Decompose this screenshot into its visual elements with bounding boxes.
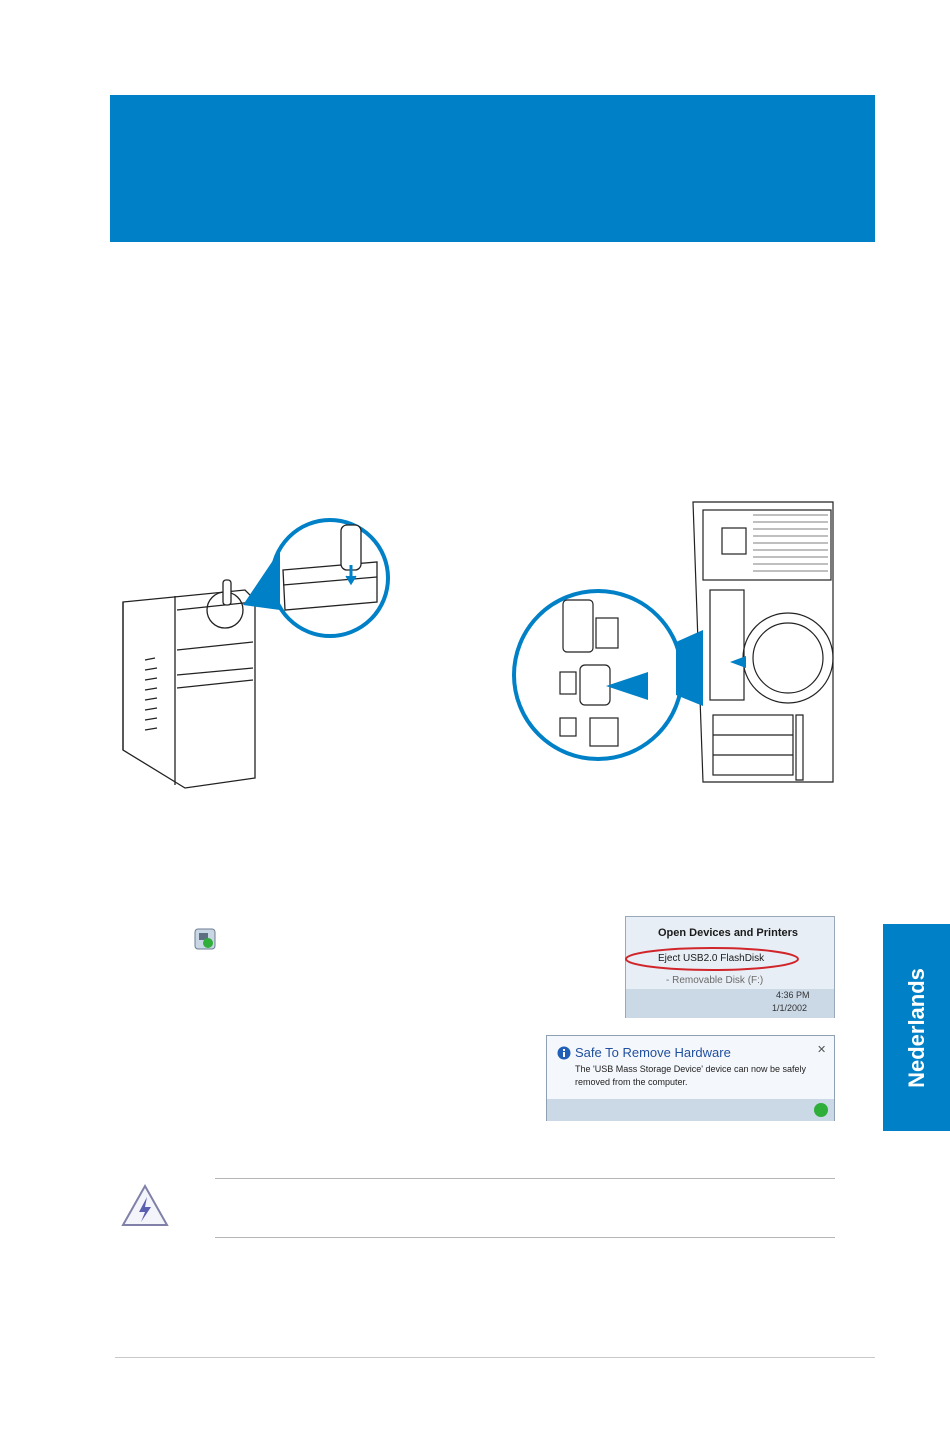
note-top-rule	[215, 1178, 835, 1179]
tray-context-menu	[625, 916, 835, 1018]
note-bottom-rule	[215, 1237, 835, 1238]
balloon-line1: The 'USB Mass Storage Device' device can now be safely	[575, 1064, 807, 1074]
clock-time: 4:36 PM	[776, 990, 810, 1000]
close-icon[interactable]: ✕	[817, 1044, 827, 1056]
menu-item-open-devices[interactable]: Open Devices and Printers	[658, 927, 798, 939]
usb-drive-icon	[194, 928, 216, 950]
header-band	[110, 95, 875, 242]
language-tab-label: Nederlands	[903, 967, 929, 1088]
language-tab	[883, 924, 950, 1131]
front-usb-illustration	[115, 510, 400, 790]
taskbar-strip	[626, 989, 834, 1018]
safely-remove-icon[interactable]	[813, 1102, 829, 1118]
clock-date: 1/1/2002	[772, 1003, 808, 1013]
highlight-ellipse	[622, 945, 802, 973]
footer-rule	[115, 1357, 875, 1358]
safe-remove-balloon	[546, 1035, 835, 1121]
warning-lightning-icon	[120, 1183, 170, 1228]
menu-item-eject-usb[interactable]: Eject USB2.0 FlashDisk	[658, 953, 765, 964]
balloon-taskbar	[547, 1099, 834, 1121]
balloon-line2: removed from the computer.	[575, 1077, 688, 1087]
rear-usb-illustration	[498, 500, 838, 785]
balloon-title: Safe To Remove Hardware	[575, 1045, 731, 1060]
menu-item-removable-disk[interactable]: - Removable Disk (F:)	[666, 975, 764, 986]
info-icon	[557, 1046, 571, 1060]
